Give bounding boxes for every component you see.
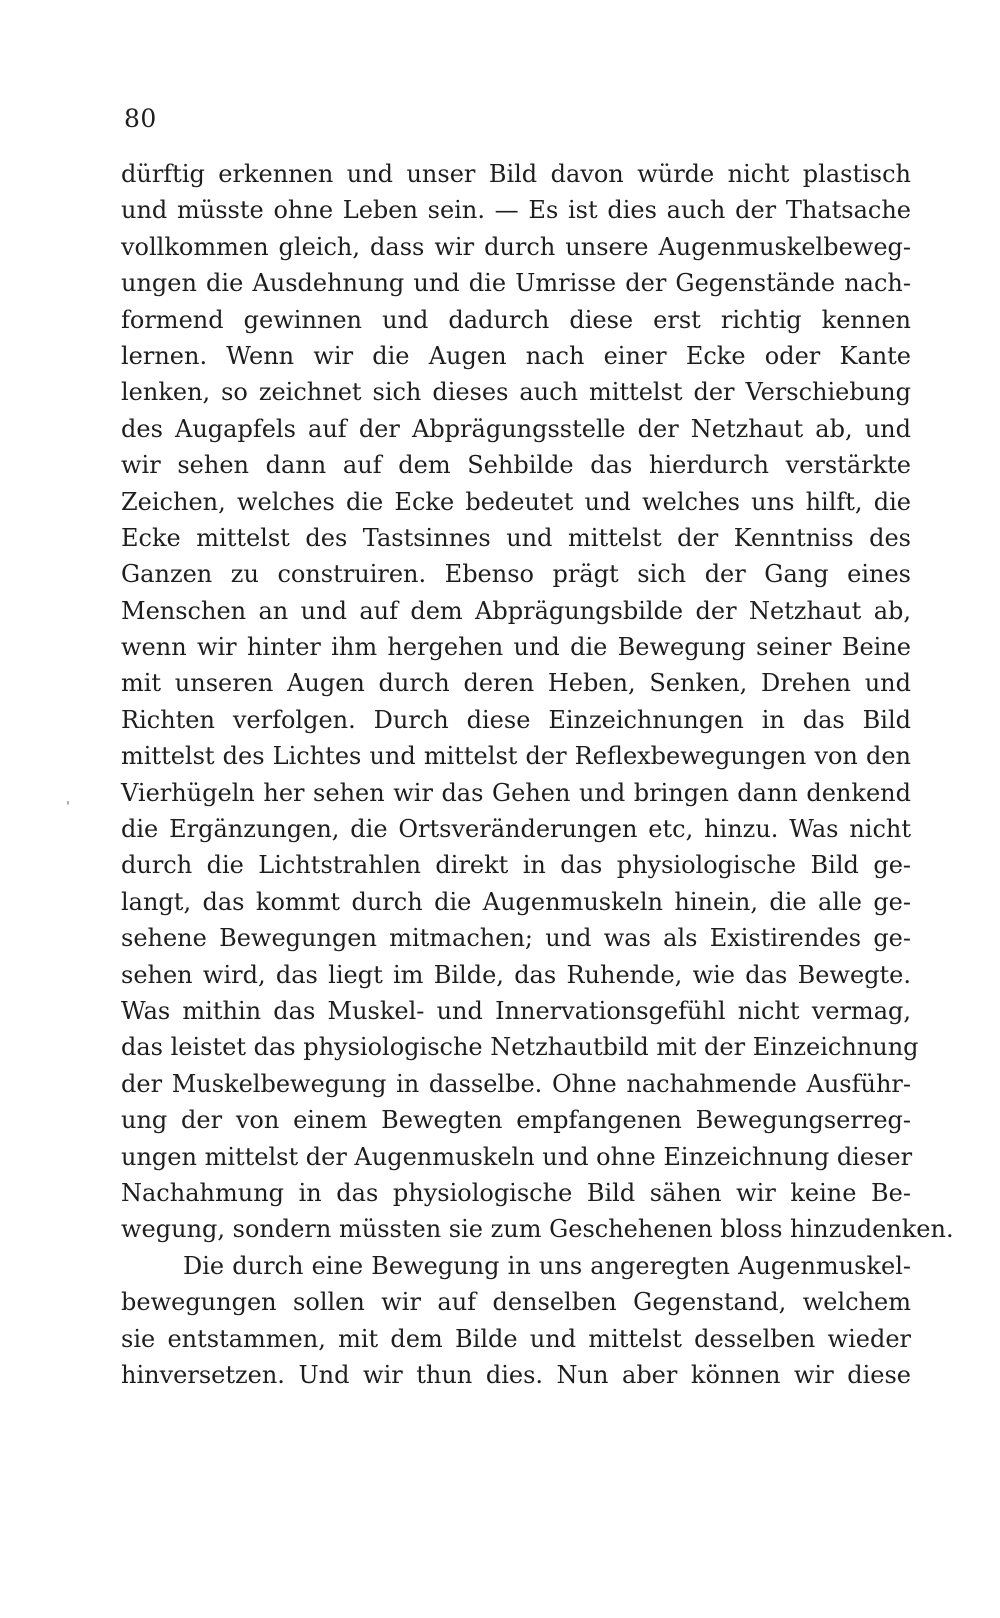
- text-line: formend gewinnen und dadurch diese erst richtig kennen: [121, 305, 911, 334]
- text-line: Menschen an und auf dem Abprägungsbilde der Netzhaut ab,: [121, 596, 911, 625]
- text-line: Richten verfolgen. Durch diese Einzeichnungen in das Bild: [121, 705, 911, 734]
- text-line: wir sehen dann auf dem Sehbilde das hierdurch verstärkte: [121, 451, 911, 480]
- text-line: lernen. Wenn wir die Augen nach einer Ecke oder Kante: [121, 341, 911, 370]
- text-line: das leistet das physiologische Netzhautbild mit der Einzeichnung: [121, 1033, 919, 1062]
- text-line: langt, das kommt durch die Augenmuskeln hinein, die alle ge-: [121, 887, 911, 916]
- text-line: sie entstammen, mit dem Bilde und mittelst desselben wieder: [121, 1324, 911, 1353]
- text-line: bewegungen sollen wir auf denselben Gegenstand, welchem: [121, 1288, 911, 1317]
- text-line: der Muskelbewegung in dasselbe. Ohne nachahmende Ausführ-: [121, 1069, 911, 1098]
- text-line: mit unseren Augen durch deren Heben, Senken, Drehen und: [121, 669, 911, 698]
- text-line: Ecke mittelst des Tastsinnes und mittelst der Kenntniss des: [121, 523, 911, 552]
- text-line: lenken, so zeichnet sich dieses auch mittelst der Verschiebung: [121, 378, 911, 407]
- text-line: die Ergänzungen, die Ortsveränderungen etc, hinzu. Was nicht: [121, 815, 911, 844]
- text-line: Ganzen zu construiren. Ebenso prägt sich der Gang eines: [121, 560, 911, 589]
- body-text: [121, 156, 954, 1393]
- text-line: dürftig erkennen und unser Bild davon würde nicht plastisch: [121, 160, 911, 188]
- paragraph-1: [121, 156, 954, 1248]
- text-line: ungen mittelst der Augenmuskeln und ohne Einzeichnung dieser: [121, 1142, 913, 1171]
- margin-mark: ˈ: [66, 800, 70, 816]
- text-line: durch die Lichtstrahlen direkt in das physiologische Bild ge-: [121, 851, 911, 880]
- text-line: wenn wir hinter ihm hergehen und die Bewegung seiner Beine: [121, 633, 911, 662]
- text-line: Was mithin das Muskel- und Innervationsgefühl nicht vermag,: [121, 996, 911, 1025]
- text-line: ungen die Ausdehnung und die Umrisse der Gegenstände nach-: [121, 269, 911, 298]
- text-line: und müsste ohne Leben sein. — Es ist dies auch der Thatsache: [121, 196, 911, 225]
- text-line: sehen wird, das liegt im Bilde, das Ruhende, wie das Bewegte.: [121, 960, 911, 989]
- text-line: Zeichen, welches die Ecke bedeutet und welches uns hilft, die: [121, 487, 911, 516]
- text-line: sehene Bewegungen mitmachen; und was als Existirendes ge-: [121, 924, 911, 953]
- text-line: des Augapfels auf der Abprägungsstelle der Netzhaut ab, und: [121, 414, 911, 443]
- text-line: wegung, sondern müssten sie zum Geschehenen bloss hinzudenken.: [121, 1215, 954, 1244]
- paragraph-2: [121, 1248, 911, 1394]
- page-number: 80: [124, 104, 157, 133]
- text-line: Nachahmung in das physiologische Bild sähen wir keine Be-: [121, 1178, 911, 1207]
- text-line: vollkommen gleich, dass wir durch unsere Augenmuskelbeweg-: [121, 232, 911, 261]
- text-line: ung der von einem Bewegten empfangenen Bewegungserreg-: [121, 1106, 911, 1135]
- text-line: mittelst des Lichtes und mittelst der Reflexbewegungen von den: [121, 742, 911, 771]
- text-line: hinversetzen. Und wir thun dies. Nun aber können wir diese: [121, 1360, 911, 1389]
- text-line: Die durch eine Bewegung in uns angeregten Augenmuskel-: [183, 1251, 911, 1280]
- text-line: Vierhügeln her sehen wir das Gehen und bringen dann denkend: [121, 778, 911, 807]
